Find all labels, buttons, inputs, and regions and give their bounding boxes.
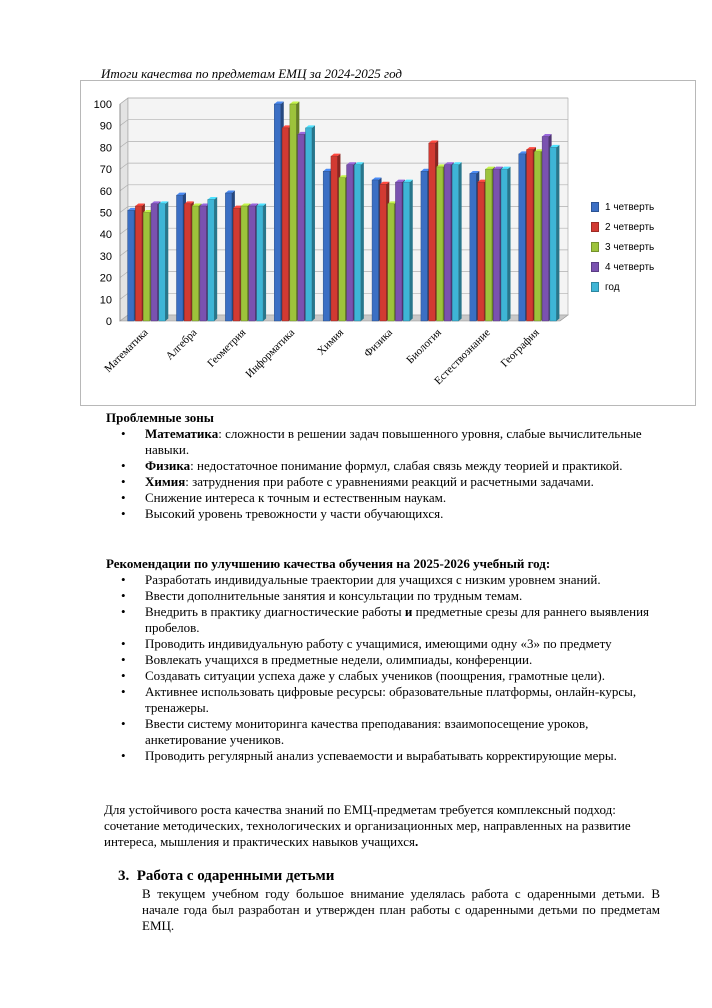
- bar-2: [233, 208, 240, 321]
- problems-list: [121, 426, 660, 522]
- recommendation-item: [121, 604, 660, 636]
- bar-1: [176, 195, 183, 321]
- y-tick-label: 70: [99, 164, 112, 177]
- bar-side: [508, 167, 511, 321]
- bar-3: [485, 169, 492, 321]
- recommendations-list: [121, 572, 660, 764]
- legend-swatch-q3: [591, 242, 599, 252]
- legend-label-q2: 2 четверть: [605, 221, 655, 233]
- y-tick-label: 90: [99, 120, 112, 133]
- bullet-icon: •: [121, 506, 126, 521]
- recommendation-item: [121, 668, 660, 684]
- y-tick-label: 0: [105, 316, 112, 328]
- bar-4: [298, 134, 305, 321]
- recommendation-text: Ввести систему мониторинга качества преподавания: взаимопосещение уроков, анкетирование учеников.: [145, 716, 589, 747]
- y-tick-label: 30: [99, 250, 112, 263]
- y-tick-label: 40: [99, 229, 112, 242]
- problem-subject: Физика: [145, 458, 191, 473]
- legend-label-q3: 3 четверть: [605, 241, 655, 253]
- recommendation-text: Ввести дополнительные занятия и консультации по трудным темам.: [145, 588, 523, 603]
- recommendations-title: Рекомендации по улучшению качества обучения на 2025-2026 учебный год:: [106, 556, 551, 571]
- bar-side: [361, 162, 364, 321]
- bar-4: [200, 206, 207, 321]
- recommendation-bold: и: [404, 604, 413, 619]
- bar-1: [519, 154, 526, 321]
- problem-text: Высокий уровень тревожности у части обучающихся.: [145, 506, 444, 521]
- bar-side: [165, 201, 168, 321]
- bar-side: [459, 162, 462, 321]
- legend-item-q4: [591, 257, 654, 277]
- problems-title: Проблемные зоны: [106, 410, 214, 425]
- bar-3: [143, 213, 150, 322]
- problem-text: : затруднения при работе с уравнениями реакций и расчетными задачами.: [185, 474, 594, 489]
- legend-label-q4: 4 четверть: [605, 261, 655, 273]
- x-category-label: Алгебра: [163, 326, 200, 363]
- bar-4: [493, 169, 500, 321]
- bar-3: [192, 206, 199, 321]
- recommendation-item: [121, 716, 660, 748]
- chart-caption: Итоги качества по предметам ЕМЦ за 2024-2025 год: [101, 66, 402, 81]
- bar-5: [305, 128, 312, 321]
- bullet-icon: •: [121, 748, 126, 763]
- recommendation-item: [121, 572, 660, 588]
- recommendation-text: Вовлекать учащихся в предметные недели, олимпиады, конференции.: [145, 652, 533, 667]
- bar-2: [331, 156, 338, 321]
- bullet-icon: •: [121, 604, 126, 619]
- x-category-label: Химия: [315, 326, 347, 358]
- x-category-label: Биология: [404, 326, 444, 367]
- bar-2: [478, 182, 485, 321]
- bar-1: [470, 173, 477, 321]
- recommendation-item: [121, 636, 660, 652]
- problems-section: [106, 410, 214, 426]
- bar-5: [550, 147, 557, 321]
- bar-3: [437, 167, 444, 321]
- problem-item: [121, 506, 660, 522]
- y-tick-label: 100: [93, 99, 112, 111]
- recommendation-item: [121, 652, 660, 668]
- recommendation-text: Проводить регулярный анализ успеваемости и вырабатывать корректирующие меры.: [145, 748, 617, 763]
- bar-3: [388, 204, 395, 321]
- bullet-icon: •: [121, 426, 126, 441]
- problem-text: : недостаточное понимание формул, слабая связь между теорией и практикой.: [190, 458, 623, 473]
- bar-side: [214, 197, 217, 321]
- legend-label-year: год: [605, 281, 620, 293]
- legend-item-year: [591, 277, 654, 297]
- recommendation-text-cont: предметные срезы для раннего выявления пробелов.: [145, 604, 650, 635]
- bar-4: [249, 206, 256, 321]
- legend-swatch-q2: [591, 222, 599, 232]
- bar-5: [208, 199, 215, 321]
- bar-5: [403, 182, 410, 321]
- problems-list-wrap: [121, 426, 660, 522]
- legend-label-q1: 1 четверть: [605, 201, 655, 213]
- recommendation-item: [121, 684, 660, 716]
- bullet-icon: •: [121, 716, 126, 731]
- bar-3: [290, 104, 297, 321]
- legend-item-q2: [591, 217, 654, 237]
- problem-text: Снижение интереса к точным и естественным наукам.: [145, 490, 447, 505]
- bullet-icon: •: [121, 684, 126, 699]
- y-tick-label: 20: [99, 272, 112, 285]
- y-tick-label: 80: [99, 142, 112, 155]
- bar-2: [527, 150, 534, 321]
- bar-1: [323, 171, 330, 321]
- bar-3: [534, 152, 541, 321]
- bar-4: [395, 182, 402, 321]
- bar-side: [263, 203, 266, 321]
- recommendation-text: Активнее использовать цифровые ресурсы: образовательные платформы, онлайн-курсы, тренажеры.: [145, 684, 637, 715]
- bar-5: [501, 169, 508, 321]
- bar-4: [542, 137, 549, 321]
- recommendation-text: Создавать ситуации успеха даже у слабых учеников (поощрения, грамотные цели).: [145, 668, 605, 683]
- recommendation-text: Разработать индивидуальные траектории для учащихся с низким уровнем знаний.: [145, 572, 601, 587]
- bar-5: [257, 206, 264, 321]
- legend-swatch-q4: [591, 262, 599, 272]
- y-tick-label: 10: [99, 294, 112, 307]
- bar-3: [241, 206, 248, 321]
- x-category-label: География: [498, 326, 542, 370]
- recommendations-section: [106, 556, 550, 572]
- bar-2: [380, 184, 387, 321]
- recommendation-item: [121, 748, 660, 764]
- bar-2: [184, 204, 191, 321]
- section3-number: 3.: [118, 868, 130, 884]
- bar-2: [282, 128, 289, 321]
- bullet-icon: •: [121, 636, 126, 651]
- bullet-icon: •: [121, 490, 126, 505]
- bullet-icon: •: [121, 572, 126, 587]
- chart-legend: [591, 197, 654, 297]
- bar-side: [556, 145, 559, 321]
- y-tick-label: 60: [99, 185, 112, 198]
- problem-item: [121, 458, 660, 474]
- bar-2: [429, 143, 436, 321]
- problem-item: [121, 474, 660, 490]
- conclusion-end: .: [414, 834, 419, 849]
- bullet-icon: •: [121, 588, 126, 603]
- bullet-icon: •: [121, 474, 126, 489]
- x-category-label: Математика: [102, 326, 151, 375]
- conclusion-paragraph: [104, 802, 662, 850]
- bar-1: [274, 104, 281, 321]
- section3-paragraph: В текущем учебном году большое внимание уделялась работа с одаренными детьми. В начале года был разработан и утвержден план работы с одаренными детьми по предметам ЕМЦ.: [142, 886, 660, 933]
- recommendation-item: [121, 588, 660, 604]
- bar-1: [225, 193, 232, 321]
- recommendation-text: Проводить индивидуальную работу с учащимися, имеющими одну «3» по предмету: [145, 636, 612, 651]
- y-tick-label: 50: [99, 207, 112, 220]
- bar-side: [312, 125, 315, 321]
- legend-swatch-q1: [591, 202, 599, 212]
- problem-item: [121, 426, 660, 458]
- recommendation-text: Внедрить в практику диагностические работы: [145, 604, 405, 619]
- bullet-icon: •: [121, 652, 126, 667]
- x-category-label: Естествознание: [432, 326, 493, 388]
- problem-item: [121, 490, 660, 506]
- legend-item-q3: [591, 237, 654, 257]
- bar-2: [135, 206, 142, 321]
- section3-heading: [118, 868, 334, 885]
- bar-5: [354, 165, 361, 321]
- x-category-label: Информатика: [243, 326, 298, 381]
- problem-subject: Математика: [145, 426, 219, 441]
- bar-4: [347, 165, 354, 321]
- bar-1: [372, 180, 379, 321]
- x-category-label: Геометрия: [205, 326, 249, 370]
- recommendations-list-wrap: [121, 572, 660, 764]
- problem-subject: Химия: [145, 474, 186, 489]
- bar-5: [159, 204, 166, 321]
- x-category-label: Физика: [361, 326, 396, 360]
- bar-4: [444, 165, 451, 321]
- bar-side: [410, 180, 413, 321]
- problem-text: : сложности в решении задач повышенного уровня, слабые вычислительные навыки.: [145, 426, 642, 457]
- bar-1: [421, 171, 428, 321]
- bar-3: [339, 178, 346, 321]
- section3-title: Работа с одаренными детьми: [136, 868, 335, 884]
- bullet-icon: •: [121, 668, 126, 683]
- bar-5: [452, 165, 459, 321]
- legend-item-q1: [591, 197, 654, 217]
- conclusion-text: Для устойчивого роста качества знаний по ЕМЦ-предметам требуется комплексный подход: сочетание методических, технологических и организационных мер, направленных на развитие интереса, мышления и практических навыков учащихся: [104, 802, 631, 849]
- bar-1: [128, 210, 135, 321]
- legend-swatch-year: [591, 282, 599, 292]
- bar-4: [151, 204, 158, 321]
- bullet-icon: •: [121, 458, 126, 473]
